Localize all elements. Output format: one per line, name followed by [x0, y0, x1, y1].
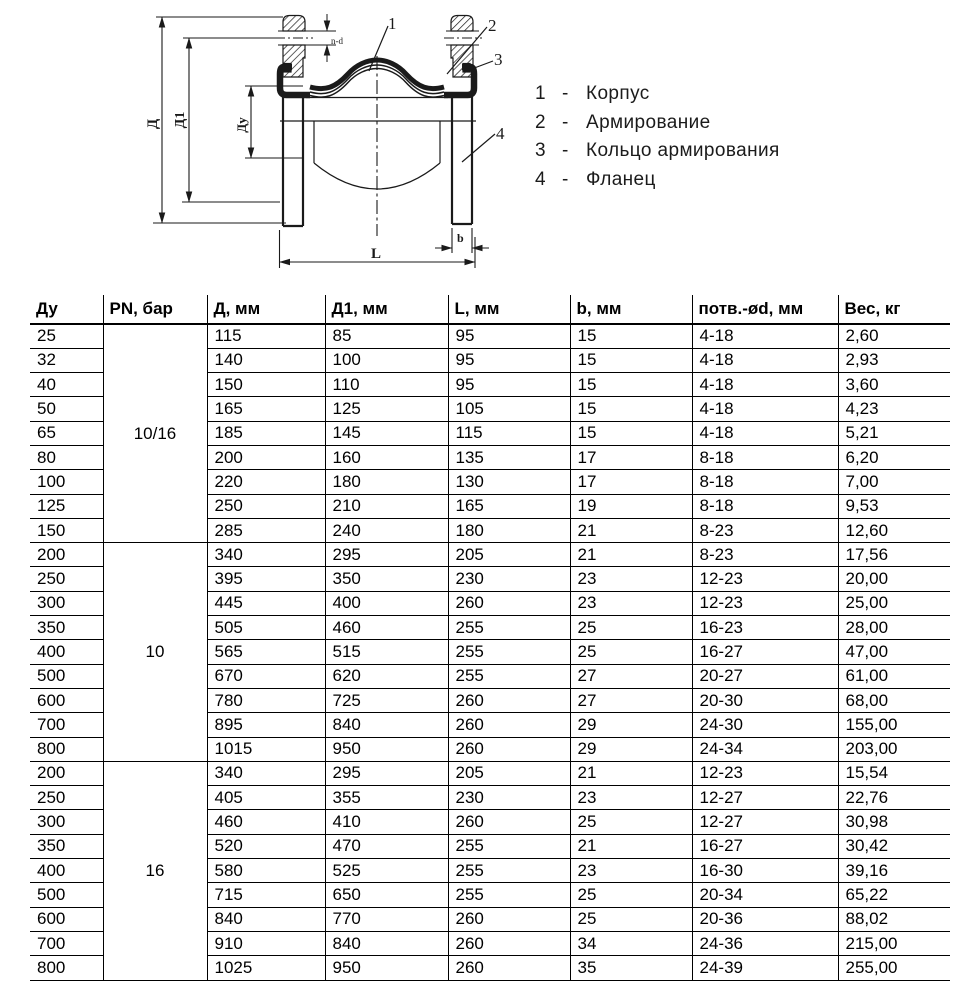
cell-value: 61,00 — [838, 664, 950, 688]
callout-3: 3 — [494, 50, 503, 69]
cell-value: 22,76 — [838, 786, 950, 810]
cell-value: 260 — [448, 737, 570, 761]
cell-du: 800 — [30, 737, 103, 761]
cell-value: 8-18 — [692, 494, 838, 518]
cell-value: 115 — [207, 324, 325, 348]
cell-value: 840 — [207, 907, 325, 931]
legend-item-number: 1 — [535, 83, 546, 104]
cell-value: 110 — [325, 373, 448, 397]
cell-value: 24-36 — [692, 931, 838, 955]
col-header-3: Д1, мм — [325, 295, 448, 324]
cell-value: 34 — [570, 931, 692, 955]
cell-value: 1025 — [207, 956, 325, 980]
cell-value: 950 — [325, 956, 448, 980]
cell-value: 3,60 — [838, 373, 950, 397]
cell-du: 300 — [30, 591, 103, 615]
cell-value: 460 — [207, 810, 325, 834]
cell-value: 25 — [570, 907, 692, 931]
cell-du: 300 — [30, 810, 103, 834]
cell-value: 410 — [325, 810, 448, 834]
cell-value: 8-23 — [692, 543, 838, 567]
cell-value: 25 — [570, 810, 692, 834]
cell-pn-section-1: 10 — [103, 543, 207, 762]
cell-value: 150 — [207, 373, 325, 397]
cell-value: 12-23 — [692, 567, 838, 591]
cell-value: 9,53 — [838, 494, 950, 518]
flange-left — [283, 96, 303, 226]
cell-value: 8-18 — [692, 470, 838, 494]
cell-du: 40 — [30, 373, 103, 397]
cell-value: 29 — [570, 737, 692, 761]
cell-value: 20,00 — [838, 567, 950, 591]
cell-value: 670 — [207, 664, 325, 688]
cell-value: 285 — [207, 518, 325, 542]
cell-value: 255 — [448, 664, 570, 688]
cell-value: 15 — [570, 373, 692, 397]
cell-value: 205 — [448, 761, 570, 785]
cell-value: 85 — [325, 324, 448, 348]
cell-value: 1015 — [207, 737, 325, 761]
cell-value: 230 — [448, 567, 570, 591]
flange-right — [452, 96, 472, 224]
cell-du: 600 — [30, 907, 103, 931]
cell-value: 565 — [207, 640, 325, 664]
cell-value: 260 — [448, 810, 570, 834]
spec-table-head-row — [30, 295, 950, 324]
cell-value: 210 — [325, 494, 448, 518]
cell-value: 470 — [325, 834, 448, 858]
cell-value: 19 — [570, 494, 692, 518]
cell-du: 100 — [30, 470, 103, 494]
cell-value: 47,00 — [838, 640, 950, 664]
cell-value: 28,00 — [838, 616, 950, 640]
leader-4 — [462, 134, 495, 162]
cell-value: 4-18 — [692, 373, 838, 397]
cell-value: 23 — [570, 859, 692, 883]
cell-value: 255,00 — [838, 956, 950, 980]
cell-value: 725 — [325, 688, 448, 712]
cell-value: 215,00 — [838, 931, 950, 955]
parts-legend — [535, 83, 780, 197]
cell-value: 260 — [448, 956, 570, 980]
cell-du: 700 — [30, 713, 103, 737]
cell-du: 700 — [30, 931, 103, 955]
col-header-5: b, мм — [570, 295, 692, 324]
cell-value: 250 — [207, 494, 325, 518]
cell-value: 910 — [207, 931, 325, 955]
cell-value: 16-30 — [692, 859, 838, 883]
cell-value: 240 — [325, 518, 448, 542]
table-row — [30, 324, 950, 348]
cell-du: 150 — [30, 518, 103, 542]
legend-dash: - — [562, 83, 569, 104]
cell-value: 8-18 — [692, 445, 838, 469]
cell-value: 185 — [207, 421, 325, 445]
cell-value: 165 — [207, 397, 325, 421]
dim-d1 — [182, 38, 282, 202]
cell-value: 520 — [207, 834, 325, 858]
cell-value: 115 — [448, 421, 570, 445]
legend-dash: - — [562, 140, 569, 161]
cell-value: 260 — [448, 931, 570, 955]
legend-dash: - — [562, 168, 569, 190]
legend-item-number: 2 — [535, 111, 546, 133]
cell-value: 715 — [207, 883, 325, 907]
cell-value: 95 — [448, 348, 570, 372]
cell-value: 25 — [570, 640, 692, 664]
cell-value: 130 — [448, 470, 570, 494]
cell-value: 24-39 — [692, 956, 838, 980]
cell-value: 39,16 — [838, 859, 950, 883]
col-header-0: Ду — [30, 295, 103, 324]
cell-value: 4,23 — [838, 397, 950, 421]
cell-value: 20-27 — [692, 664, 838, 688]
cell-du: 500 — [30, 883, 103, 907]
cell-value: 160 — [325, 445, 448, 469]
cell-value: 21 — [570, 518, 692, 542]
cell-value: 21 — [570, 761, 692, 785]
cell-value: 255 — [448, 834, 570, 858]
cell-value: 15 — [570, 324, 692, 348]
cell-value: 20-34 — [692, 883, 838, 907]
col-header-6: потв.-ød, мм — [692, 295, 838, 324]
col-header-1: PN, бар — [103, 295, 207, 324]
cell-value: 200 — [207, 445, 325, 469]
cell-value: 30,98 — [838, 810, 950, 834]
cell-value: 780 — [207, 688, 325, 712]
cell-value: 125 — [325, 397, 448, 421]
col-header-4: L, мм — [448, 295, 570, 324]
cell-value: 180 — [448, 518, 570, 542]
cell-value: 12,60 — [838, 518, 950, 542]
cell-value: 525 — [325, 859, 448, 883]
cell-value: 4-18 — [692, 324, 838, 348]
cell-value: 24-34 — [692, 737, 838, 761]
legend-item-korpus — [535, 83, 780, 112]
cell-value: 840 — [325, 713, 448, 737]
cell-value: 2,93 — [838, 348, 950, 372]
cell-du: 250 — [30, 786, 103, 810]
spec-table-body — [30, 324, 950, 980]
legend-item-flanec — [535, 169, 780, 198]
col-header-2: Д, мм — [207, 295, 325, 324]
leader-1 — [369, 26, 388, 71]
dim-label-d: Д — [145, 118, 161, 130]
cell-value: 260 — [448, 591, 570, 615]
cell-value: 2,60 — [838, 324, 950, 348]
cell-value: 12-27 — [692, 786, 838, 810]
cell-value: 255 — [448, 616, 570, 640]
legend-item-label: Корпус — [586, 83, 650, 104]
technical-drawing — [120, 0, 540, 285]
cell-value: 88,02 — [838, 907, 950, 931]
legend-dash: - — [562, 111, 569, 133]
cell-value: 4-18 — [692, 348, 838, 372]
cell-value: 340 — [207, 761, 325, 785]
expansion-joint-section — [153, 14, 495, 268]
dim-label-L: L — [371, 246, 382, 262]
cell-value: 8-23 — [692, 518, 838, 542]
cell-value: 255 — [448, 883, 570, 907]
cell-value: 17 — [570, 470, 692, 494]
legend-item-label: Фланец — [586, 168, 656, 190]
cell-pn-section-2: 16 — [103, 761, 207, 980]
cell-value: 30,42 — [838, 834, 950, 858]
cell-du: 65 — [30, 421, 103, 445]
cell-value: 6,20 — [838, 445, 950, 469]
cell-value: 7,00 — [838, 470, 950, 494]
cell-value: 445 — [207, 591, 325, 615]
cell-du: 125 — [30, 494, 103, 518]
callout-2: 2 — [488, 16, 497, 35]
cell-value: 15 — [570, 397, 692, 421]
cell-value: 100 — [325, 348, 448, 372]
cell-value: 68,00 — [838, 688, 950, 712]
cell-value: 155,00 — [838, 713, 950, 737]
cell-du: 80 — [30, 445, 103, 469]
cell-value: 295 — [325, 761, 448, 785]
cell-value: 4-18 — [692, 397, 838, 421]
cell-value: 260 — [448, 907, 570, 931]
cell-value: 15 — [570, 421, 692, 445]
cell-du: 25 — [30, 324, 103, 348]
legend-item-label: Армирование — [586, 111, 711, 133]
cell-value: 95 — [448, 373, 570, 397]
cell-value: 20-30 — [692, 688, 838, 712]
cell-value: 23 — [570, 567, 692, 591]
cell-value: 260 — [448, 713, 570, 737]
cell-value: 16-23 — [692, 616, 838, 640]
cell-value: 16-27 — [692, 640, 838, 664]
dim-label-d1: Д1 — [173, 111, 188, 129]
cell-value: 650 — [325, 883, 448, 907]
cell-value: 580 — [207, 859, 325, 883]
cell-value: 340 — [207, 543, 325, 567]
cell-value: 15,54 — [838, 761, 950, 785]
cell-du: 50 — [30, 397, 103, 421]
cell-value: 25 — [570, 616, 692, 640]
cell-du: 350 — [30, 616, 103, 640]
cell-value: 505 — [207, 616, 325, 640]
cell-value: 25,00 — [838, 591, 950, 615]
cell-value: 15 — [570, 348, 692, 372]
cell-du: 250 — [30, 567, 103, 591]
legend-item-armirovanie — [535, 112, 780, 141]
cell-value: 140 — [207, 348, 325, 372]
cell-value: 350 — [325, 567, 448, 591]
cell-value: 24-30 — [692, 713, 838, 737]
cell-value: 230 — [448, 786, 570, 810]
cell-value: 29 — [570, 713, 692, 737]
cell-du: 32 — [30, 348, 103, 372]
cell-value: 165 — [448, 494, 570, 518]
cell-value: 21 — [570, 543, 692, 567]
cell-value: 27 — [570, 664, 692, 688]
cell-value: 135 — [448, 445, 570, 469]
cell-du: 400 — [30, 640, 103, 664]
cell-value: 20-36 — [692, 907, 838, 931]
cell-value: 21 — [570, 834, 692, 858]
cell-du: 350 — [30, 834, 103, 858]
cell-value: 220 — [207, 470, 325, 494]
cell-du: 500 — [30, 664, 103, 688]
callout-1: 1 — [388, 14, 397, 33]
cell-value: 12-23 — [692, 761, 838, 785]
cell-value: 770 — [325, 907, 448, 931]
cell-value: 23 — [570, 786, 692, 810]
cell-value: 17 — [570, 445, 692, 469]
cell-du: 200 — [30, 543, 103, 567]
dim-label-b: b — [457, 231, 464, 245]
table-row — [30, 761, 950, 785]
cell-value: 950 — [325, 737, 448, 761]
cell-value: 400 — [325, 591, 448, 615]
table-row — [30, 543, 950, 567]
cell-value: 27 — [570, 688, 692, 712]
cell-value: 145 — [325, 421, 448, 445]
cell-value: 205 — [448, 543, 570, 567]
cell-du: 600 — [30, 688, 103, 712]
legend-item-number: 4 — [535, 168, 546, 190]
cell-value: 255 — [448, 859, 570, 883]
cell-pn-section-0: 10/16 — [103, 324, 207, 543]
cell-value: 840 — [325, 931, 448, 955]
cell-value: 12-23 — [692, 591, 838, 615]
cell-du: 400 — [30, 859, 103, 883]
dim-label-du: Ду — [234, 117, 249, 133]
dim-label-nd: n-d — [331, 36, 343, 46]
legend-item-number: 3 — [535, 140, 546, 161]
cell-value: 65,22 — [838, 883, 950, 907]
cell-value: 4-18 — [692, 421, 838, 445]
cell-du: 200 — [30, 761, 103, 785]
cell-value: 255 — [448, 640, 570, 664]
cell-value: 515 — [325, 640, 448, 664]
cell-value: 355 — [325, 786, 448, 810]
legend-item-kolco — [535, 140, 780, 169]
cell-value: 16-27 — [692, 834, 838, 858]
cell-value: 260 — [448, 688, 570, 712]
cell-value: 25 — [570, 883, 692, 907]
cell-value: 395 — [207, 567, 325, 591]
spec-table — [30, 295, 950, 981]
cell-value: 17,56 — [838, 543, 950, 567]
cell-value: 105 — [448, 397, 570, 421]
cell-value: 460 — [325, 616, 448, 640]
cell-value: 180 — [325, 470, 448, 494]
cell-value: 35 — [570, 956, 692, 980]
cell-value: 895 — [207, 713, 325, 737]
cell-value: 405 — [207, 786, 325, 810]
callout-4: 4 — [496, 124, 505, 143]
legend-item-label: Кольцо армирования — [586, 140, 780, 161]
cell-du: 800 — [30, 956, 103, 980]
cell-value: 203,00 — [838, 737, 950, 761]
col-header-7: Вес, кг — [838, 295, 950, 324]
cell-value: 5,21 — [838, 421, 950, 445]
cell-value: 23 — [570, 591, 692, 615]
cell-value: 12-27 — [692, 810, 838, 834]
cell-value: 620 — [325, 664, 448, 688]
cell-value: 95 — [448, 324, 570, 348]
cell-value: 295 — [325, 543, 448, 567]
